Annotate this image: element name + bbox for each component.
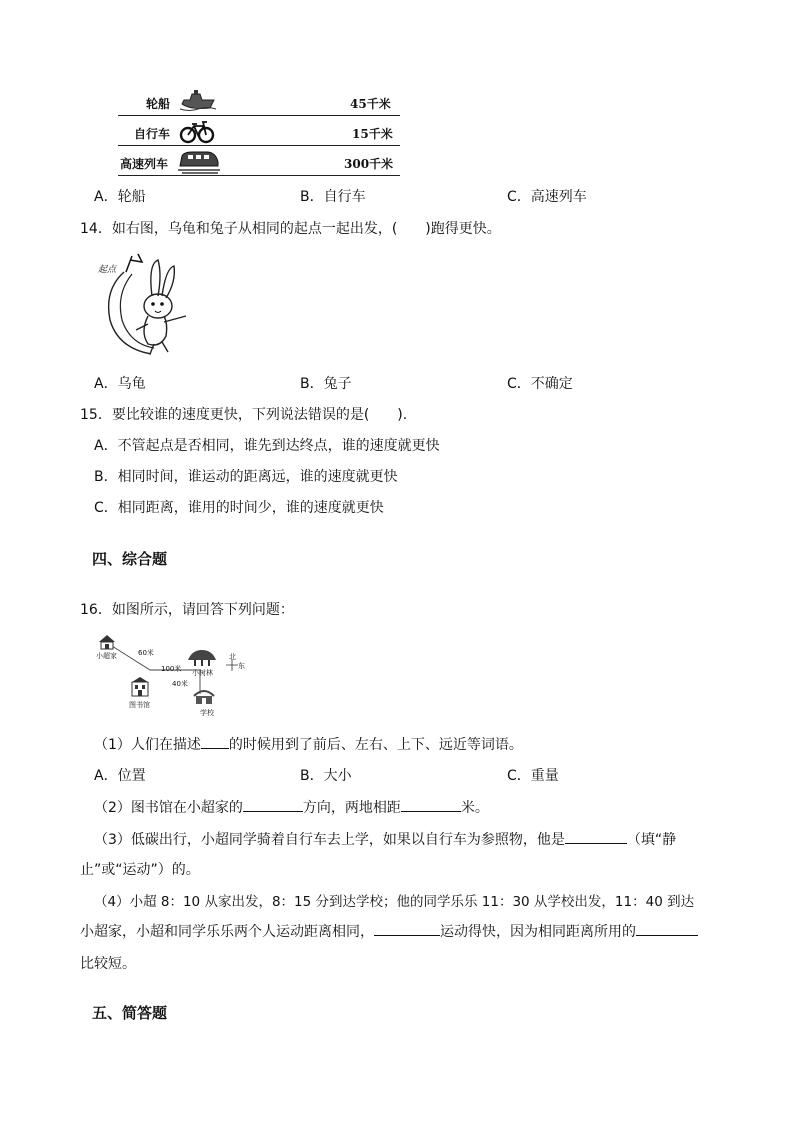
q14-option-c[interactable]: C．不确定	[507, 376, 573, 392]
q15-option-a[interactable]: A．不管起点是否相同，谁先到达终点，谁的速度就更快	[94, 438, 440, 454]
map-label-woods: 小树林	[192, 669, 213, 677]
train-icon	[178, 148, 220, 174]
q13-option-a[interactable]: A．轮船	[94, 189, 146, 205]
q16-part4-line1: （4）小超 8：10 从家出发，8：15 分到达学校；他的同学乐乐 11：30 从学校出发，11：40 到达	[94, 894, 695, 910]
q16-part4-line2	[80, 921, 698, 941]
ship-icon	[180, 88, 216, 112]
q16-part4-text-a: 小超家，小超和同学乐乐两个人运动距离相同，	[80, 924, 374, 940]
q15-option-c[interactable]: C．相同距离，谁用的时间少，谁的速度就更快	[94, 500, 384, 516]
q16-part2	[94, 797, 489, 817]
table-row-name: 自行车	[134, 127, 171, 141]
map-distance-3: 40米	[172, 680, 188, 688]
q16-part2-text-c: 米。	[460, 800, 489, 816]
table-row-value: 45千米	[350, 97, 391, 111]
map-label-school: 学校	[200, 709, 214, 717]
q16-stem: 16．如图所示，请回答下列问题：	[80, 602, 294, 618]
table-divider	[118, 115, 400, 116]
q16-part4-text-b: 运动得快，因为相同距离所用的	[440, 924, 636, 940]
school-icon	[192, 686, 216, 706]
rabbit-icon	[96, 250, 196, 358]
q16-part2-text-b: 方向，两地相距	[302, 800, 401, 816]
q16-part4-line3: 比较短。	[80, 956, 136, 972]
table-row-value: 15千米	[352, 127, 393, 141]
q15-stem: 15．要比较谁的速度更快，下列说法错误的是( ).	[80, 407, 408, 423]
q16-part2-blank-direction[interactable]	[243, 797, 303, 812]
map-north-label: 北	[229, 653, 236, 661]
q16-part4-blank-what[interactable]	[636, 921, 698, 936]
start-label: 起点	[98, 265, 117, 275]
map-east-label: 东	[238, 662, 245, 670]
q14-stem: 14．如右图，乌龟和兔子从相同的起点一起出发，( )跑得更快。	[80, 221, 501, 237]
map-label-home: 小超家	[96, 652, 117, 660]
q16-part1-text-b: 的时候用到了前后、左右、上下、远近等词语。	[228, 737, 523, 753]
q16-part3	[94, 829, 676, 849]
table-divider	[118, 175, 400, 176]
section-title: 四、综合题	[92, 550, 168, 568]
table-row-name: 高速列车	[120, 157, 169, 171]
library-icon	[130, 676, 150, 698]
bicycle-icon	[180, 120, 214, 144]
q13-option-c[interactable]: C．高速列车	[507, 189, 587, 205]
q16-part2-blank-distance[interactable]	[401, 797, 461, 812]
q16-part3-blank[interactable]	[565, 829, 627, 844]
table-row-value: 300千米	[344, 157, 394, 171]
q16-part1	[94, 734, 523, 754]
section-title: 五、简答题	[92, 1004, 168, 1022]
q16-part3-cont: 止”或“运动”）的。	[80, 862, 200, 878]
q16-option-a[interactable]: A．位置	[94, 768, 146, 784]
route-lines	[94, 632, 264, 722]
table-row-name: 轮船	[146, 97, 171, 111]
compass-icon	[226, 659, 238, 671]
tree-icon	[186, 648, 218, 668]
table-divider	[118, 145, 400, 146]
q16-part2-text-a: （2）图书馆在小超家的	[94, 800, 243, 816]
map-distance-1: 60米	[138, 649, 154, 657]
q16-part1-blank[interactable]	[201, 734, 229, 749]
q16-part4-blank-who[interactable]	[374, 921, 440, 936]
q14-option-a[interactable]: A．乌龟	[94, 376, 146, 392]
q16-part3-text-b: （填“静	[626, 832, 677, 848]
q16-part3-text-a: （3）低碳出行，小超同学骑着自行车去上学，如果以自行车为参照物，他是	[94, 832, 565, 848]
house-icon	[98, 634, 116, 650]
map-distance-2: 100米	[161, 665, 182, 673]
q16-option-c[interactable]: C．重量	[507, 768, 559, 784]
q16-option-b[interactable]: B．大小	[300, 768, 352, 784]
q14-option-b[interactable]: B．兔子	[300, 376, 352, 392]
q13-option-b[interactable]: B．自行车	[300, 189, 366, 205]
map-label-library: 图书馆	[129, 701, 150, 709]
q16-part1-text-a: （1）人们在描述	[94, 737, 201, 753]
q15-option-b[interactable]: B．相同时间，谁运动的距离远，谁的速度就更快	[94, 469, 398, 485]
